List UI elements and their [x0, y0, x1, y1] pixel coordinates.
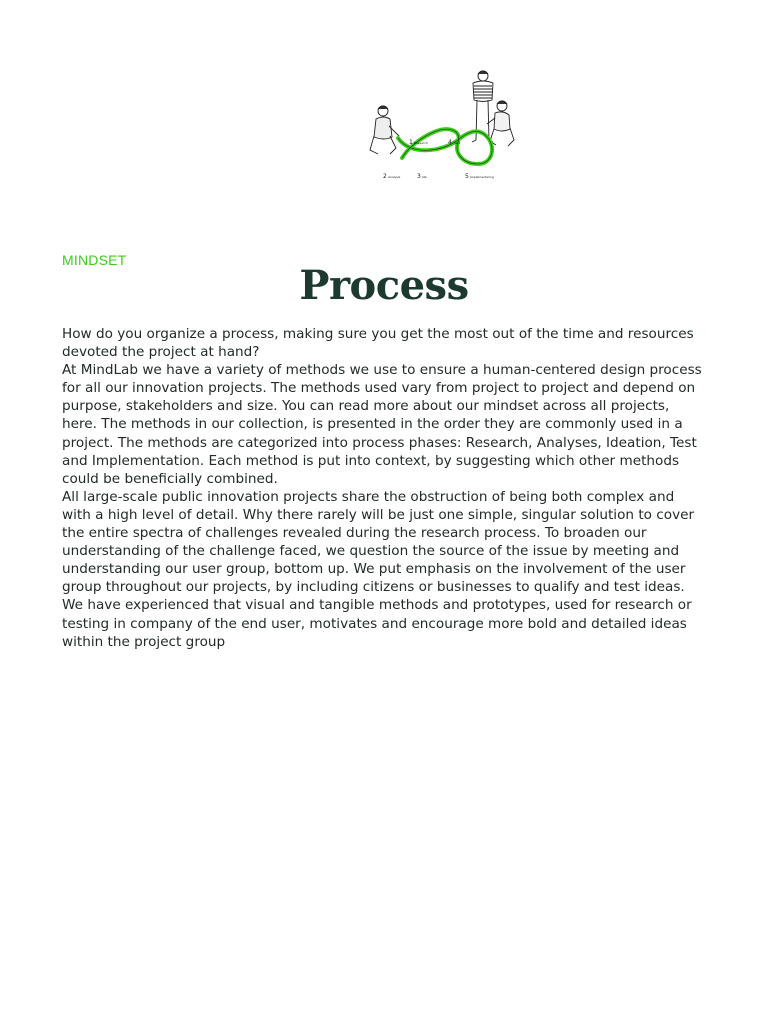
- step-1-number: 1: [409, 139, 413, 146]
- paragraph-intro: How do you organize a process, making sure you get the most out of the time and resources devoted the project at hand?: [62, 326, 694, 361]
- paragraph-methods: At MindLab we have a variety of methods we use to ensure a human-centered design process for all our innovation projects. The methods used vary from project to project and depend on purpose, stakeholders and size. You can read more about our mindset across all projects, here. The methods in our collection, is presented in the order they are commonly used in a project. The methods are categorized into process phases: Research, Analyses, Ideation, Test and Implementation. Each method is put into context, by suggesting which other methods could be beneficially combined.: [62, 362, 702, 487]
- section-kicker: MINDSET: [62, 252, 127, 268]
- step-3-number: 3: [417, 173, 421, 180]
- body-text: [62, 325, 707, 651]
- step-5-label: Implementering: [470, 175, 494, 179]
- step-5-number: 5: [465, 173, 469, 180]
- process-illustration: [362, 66, 524, 186]
- person-left-figure: [370, 106, 399, 154]
- step-4-label: Test: [454, 141, 460, 145]
- process-loop: [398, 129, 492, 164]
- step-2-number: 2: [383, 173, 387, 180]
- paragraph-complexity: All large-scale public innovation projects share the obstruction of being both complex and with a high level of detail. Why there rarely will be just one simple, singular solution to cover the entire spectra of challenges revealed during the research process. To broaden our understanding of the challenge faced, we question the source of the issue by meeting and understanding our user group, bottom up. We put emphasis on the involvement of the user group throughout our projects, by including citizens or businesses to qualify and test ideas. We have experienced that visual and tangible methods and prototypes, used for research or testing in company of the end user, motivates and encourage more bold and detailed ideas within the project group: [62, 488, 695, 650]
- step-3-label: Idé: [422, 175, 427, 179]
- process-loop-drawing: [362, 66, 524, 186]
- step-2-label: Analysis: [388, 175, 401, 179]
- step-1-label: Research: [414, 141, 428, 145]
- page-title: Process: [299, 262, 469, 309]
- step-4-number: 4: [448, 139, 452, 146]
